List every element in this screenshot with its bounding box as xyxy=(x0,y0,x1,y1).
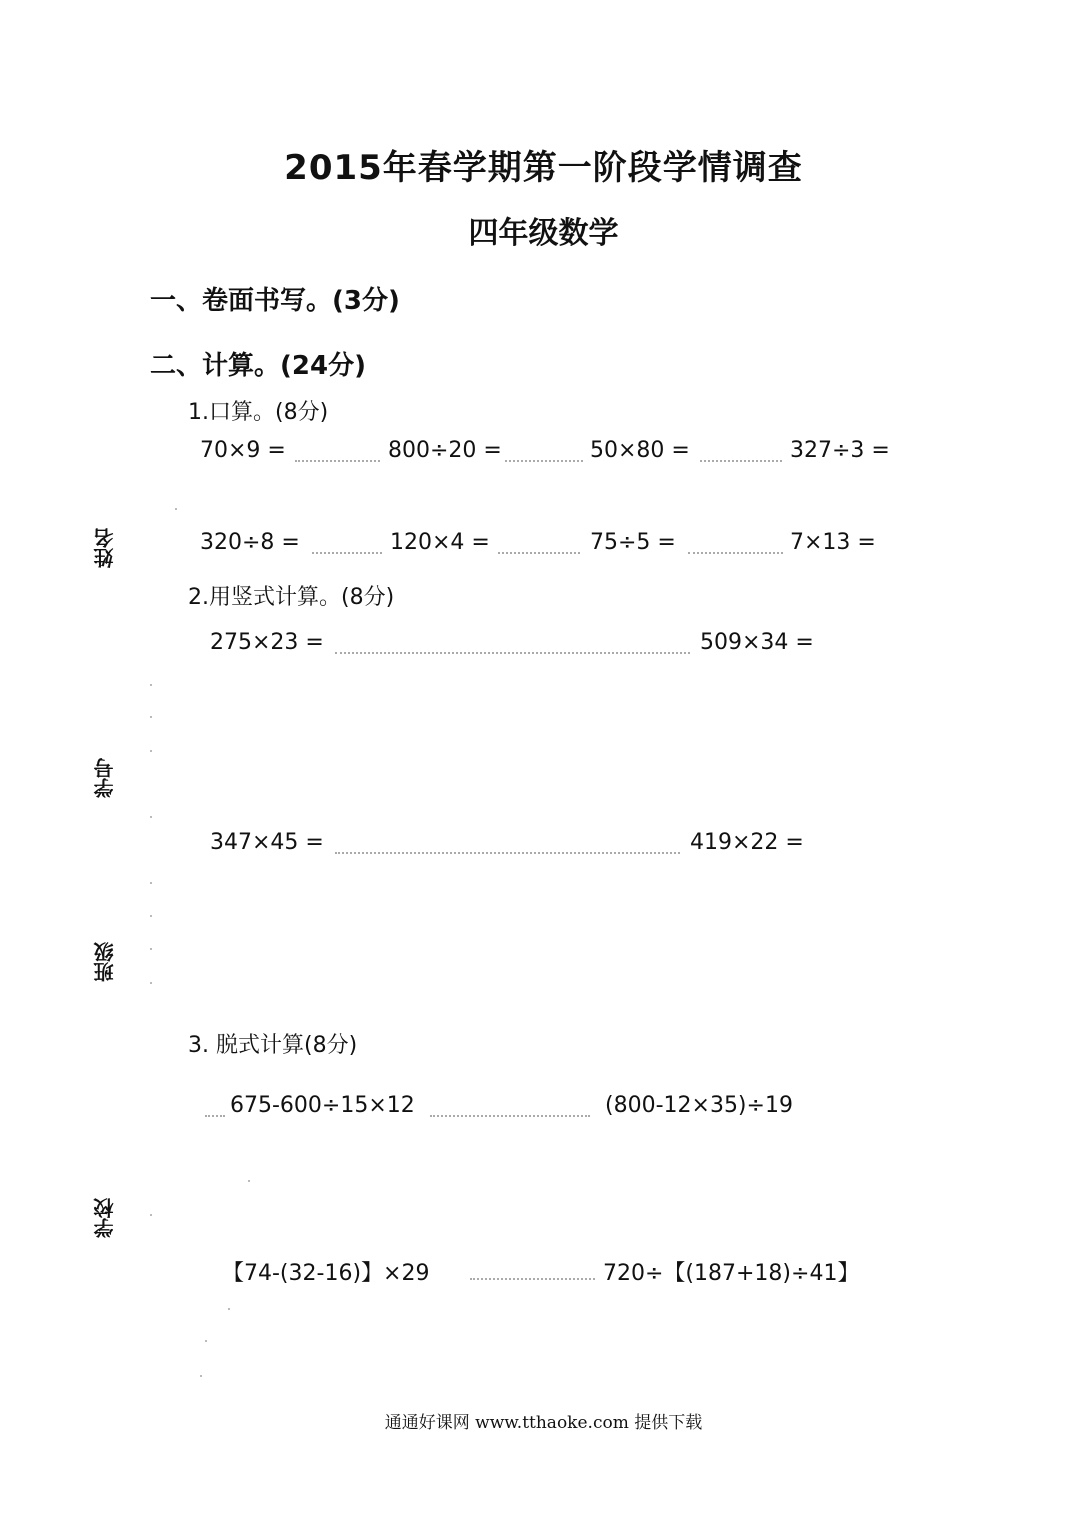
dotted-leader xyxy=(335,852,680,854)
scan-speck xyxy=(150,982,152,984)
footer-source: 通通好课网 www.tthaoke.com 提供下载 xyxy=(384,1413,703,1433)
scan-speck xyxy=(150,882,152,884)
mental-math-item: 75÷5 = xyxy=(590,530,676,555)
part2-heading: 2.用竖式计算。(8分) xyxy=(188,585,395,610)
dotted-leader xyxy=(205,1115,225,1117)
scan-speck xyxy=(150,915,152,917)
scan-speck xyxy=(200,1375,202,1377)
dotted-leader xyxy=(498,552,580,554)
page-title: 2015年春学期第一阶段学情调查 xyxy=(284,148,803,188)
mental-math-item: 50×80 = xyxy=(590,438,690,463)
mental-math-item: 800÷20 = xyxy=(388,438,502,463)
section-heading-calculation: 二、计算。(24分) xyxy=(150,351,366,381)
mental-math-item: 327÷3 = xyxy=(790,438,890,463)
dotted-leader xyxy=(688,552,783,554)
dotted-leader xyxy=(700,460,782,462)
dotted-leader xyxy=(335,652,690,654)
vertical-calc-item: 275×23 = xyxy=(210,630,324,655)
scan-speck xyxy=(150,684,152,686)
scan-speck xyxy=(228,1308,230,1310)
scan-speck xyxy=(175,508,177,510)
scan-speck xyxy=(150,948,152,950)
part3-heading: 3. 脱式计算(8分) xyxy=(188,1033,358,1058)
mental-math-item: 120×4 = xyxy=(390,530,490,555)
step-calc-item: 675-600÷15×12 xyxy=(230,1093,415,1118)
mental-math-item: 7×13 = xyxy=(790,530,876,555)
scan-speck xyxy=(150,816,152,818)
mental-math-item: 320÷8 = xyxy=(200,530,300,555)
side-label-student-id: 学号 xyxy=(93,758,117,798)
scan-speck xyxy=(205,1340,207,1342)
side-label-school: 学校 xyxy=(93,1198,117,1238)
dotted-leader xyxy=(295,460,380,462)
step-calc-item: 【74-(32-16)】×29 xyxy=(222,1261,430,1286)
scan-speck xyxy=(248,1180,250,1182)
vertical-calc-item: 347×45 = xyxy=(210,830,324,855)
part1-heading: 1.口算。(8分) xyxy=(188,400,329,425)
dotted-leader xyxy=(470,1278,595,1280)
vertical-calc-item: 419×22 = xyxy=(690,830,804,855)
dotted-leader xyxy=(312,552,382,554)
dotted-leader xyxy=(505,460,583,462)
scan-speck xyxy=(150,716,152,718)
side-label-class: 班级 xyxy=(93,942,117,982)
section-heading-handwriting: 一、卷面书写。(3分) xyxy=(150,286,400,316)
vertical-calc-item: 509×34 = xyxy=(700,630,814,655)
mental-math-item: 70×9 = xyxy=(200,438,286,463)
page-subtitle: 四年级数学 xyxy=(468,216,619,251)
step-calc-item: (800-12×35)÷19 xyxy=(605,1093,793,1118)
dotted-leader xyxy=(430,1115,590,1117)
scan-speck xyxy=(150,1214,152,1216)
step-calc-item: 720÷【(187+18)÷41】 xyxy=(603,1261,860,1286)
scan-speck xyxy=(150,750,152,752)
side-label-name: 姓名 xyxy=(93,528,117,568)
